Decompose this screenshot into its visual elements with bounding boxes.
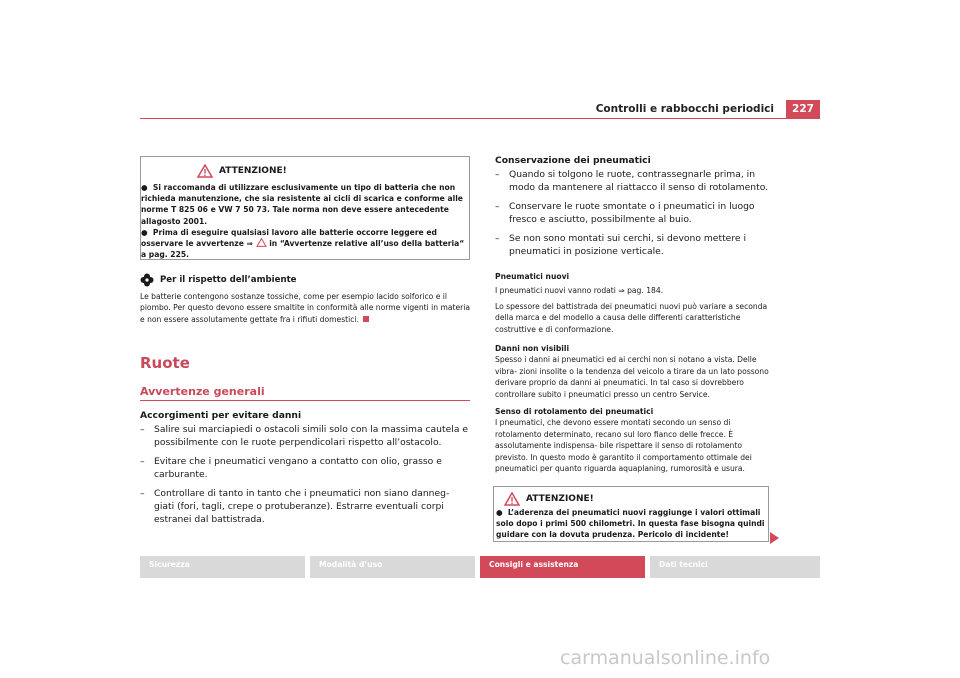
warning-triangle-icon — [197, 164, 213, 178]
end-of-section-marker — [363, 316, 369, 322]
storage-block — [495, 155, 775, 258]
warning-header — [504, 489, 594, 509]
subsection-rule — [140, 400, 470, 401]
bullet-dot: ● — [496, 508, 508, 517]
warning-bullet-2: ● Prima di eseguire qualsiasi lavoro alle batterie occorre leggere ed osservare le avvertenze ⇒ in “Avvertenze relative all’uso della batteria“ a pag. 225. — [141, 228, 465, 260]
bullet-dot: ● — [141, 228, 153, 237]
list-item: – Controllare di tanto in tanto che i pneumatici non siano danneg- giati (fori, tagli, crepe o protuberanze). Estrarre eventuali corpi estranei dal battistrada. — [140, 488, 450, 525]
new-tyres-line-1: I pneumatici nuovi vanno rodati ⇒ pag. 184. — [495, 286, 664, 296]
warning-triangle-icon — [504, 492, 520, 506]
cross-reference-arrow: ⇒ — [246, 239, 253, 249]
environment-note — [140, 273, 472, 325]
subsection-title: Avvertenze generali — [140, 385, 265, 398]
hidden-damage-title: Danni non visibili — [495, 344, 570, 353]
rotation-block — [495, 406, 773, 474]
running-header-title: Controlli e rabbocchi periodici — [595, 103, 774, 115]
environment-title: Per il rispetto dell’ambiente — [160, 275, 297, 285]
footer-tab-consigli-assistenza[interactable]: Consigli e assistenza — [480, 556, 645, 578]
list-item: – Salire sui marciapiedi o ostacoli simili solo con la massima cautela e possibilmente con le ruote perpendicolari rispetto all’ostacolo. — [140, 424, 469, 448]
list-item: – Conservare le ruote smontate o i pneumatici in luogo fresco e asciutto, possibilmente al buio. — [495, 201, 755, 225]
footer-tab-dati-tecnici[interactable]: Dati tecnici — [650, 556, 820, 578]
warning-reference-link[interactable]: in “Avvertenze relative all’uso della batteria“ a pag. 225. — [141, 239, 465, 260]
environment-text: Le batterie contengono sostanze tossiche, come per esempio lacido solforico e il piombo. Per questo devono essere smaltite in conformità alle norme vigenti in materia e non essere assolutamente gettate fra i rifiuti domestici. — [140, 292, 471, 324]
new-tyres-line-2: Lo spessore del battistrada dei pneumatici nuovi può variare a seconda della marca e del modello a causa delle differenti caratteristiche costruttive e di conformazione. — [495, 301, 768, 334]
rotation-title: Senso di rotolamento dei pneumatici — [495, 407, 654, 416]
new-tyres-title: Pneumatici nuovi — [495, 272, 570, 281]
list-item: – Evitare che i pneumatici vengano a contatto con olio, grasso e carburante. — [140, 456, 442, 480]
watermark: carmanualsonline.info — [560, 647, 771, 669]
hidden-damage-block — [495, 343, 773, 400]
section-title: Ruote — [140, 354, 190, 372]
new-tyres-block — [495, 271, 773, 335]
list-item: – Quando si tolgono le ruote, contrassegnarle prima, in modo da mantenere al riattacco il senso di rotolamento. — [495, 169, 769, 193]
next-page-arrow-icon[interactable] — [770, 532, 779, 544]
rotation-text: I pneumatici, che devono essere montati secondo un senso di rotolamento determinato, recano sul loro fianco delle frecce. È assolutamente indispensa- bile rispettare il senso di rotolamento previsto. In questo modo è garantito il comportamento ottimale dei pneumatici per quanto riguarda aquaplaning, rumorosità e usura. — [495, 418, 752, 474]
warning-bullet: ● L’aderenza dei pneumatici nuovi raggiunge i valori ottimali solo dopo i primi 500 chilometri. In questa fase bisogna quindi guidare con la dovuta prudenza. Pericolo di incidente! — [496, 508, 765, 540]
footer-tab-sicurezza[interactable]: Sicurezza — [140, 556, 305, 578]
warning-header — [197, 161, 287, 181]
warning-bullet-1: ● Si raccomanda di utilizzare esclusivamente un tipo di batteria che non richieda manutenzione, che sia resistente ai cicli di scarica e conforme alle norme T 825 06 e VW 7 50 73. Tale norma non deve essere antecedente allagosto 2001. — [141, 183, 463, 226]
list-item: – Se non sono montati sui cerchi, si devono mettere i pneumatici in posizione verticale. — [495, 233, 747, 257]
warning-box-new-tyres — [493, 486, 769, 542]
care-title: Accorgimenti per evitare danni — [140, 410, 302, 421]
warning-box-battery — [140, 156, 470, 260]
environment-header — [140, 273, 472, 287]
storage-title: Conservazione dei pneumatici — [495, 155, 651, 166]
page-number: 227 — [786, 100, 820, 118]
warning-triangle-icon — [256, 238, 267, 247]
hidden-damage-text: Spesso i danni ai pneumatici ed ai cerchi non si notano a vista. Delle vibra- zioni insolite o la tendenza del veicolo a tirare da un lato possono derivare proprio da danni ai pneumatici. In tal caso si dovrebbero controllare subito i pneumatici presso un centro Service. — [495, 355, 769, 399]
footer-tab-modalita-uso[interactable]: Modalità d’uso — [310, 556, 475, 578]
warning-title: ATTENZIONE! — [219, 166, 287, 176]
warning-title: ATTENZIONE! — [526, 494, 594, 504]
flower-icon — [140, 273, 154, 287]
bullet-dot: ● — [141, 183, 153, 192]
header-rule — [140, 118, 820, 119]
care-block — [140, 410, 472, 526]
